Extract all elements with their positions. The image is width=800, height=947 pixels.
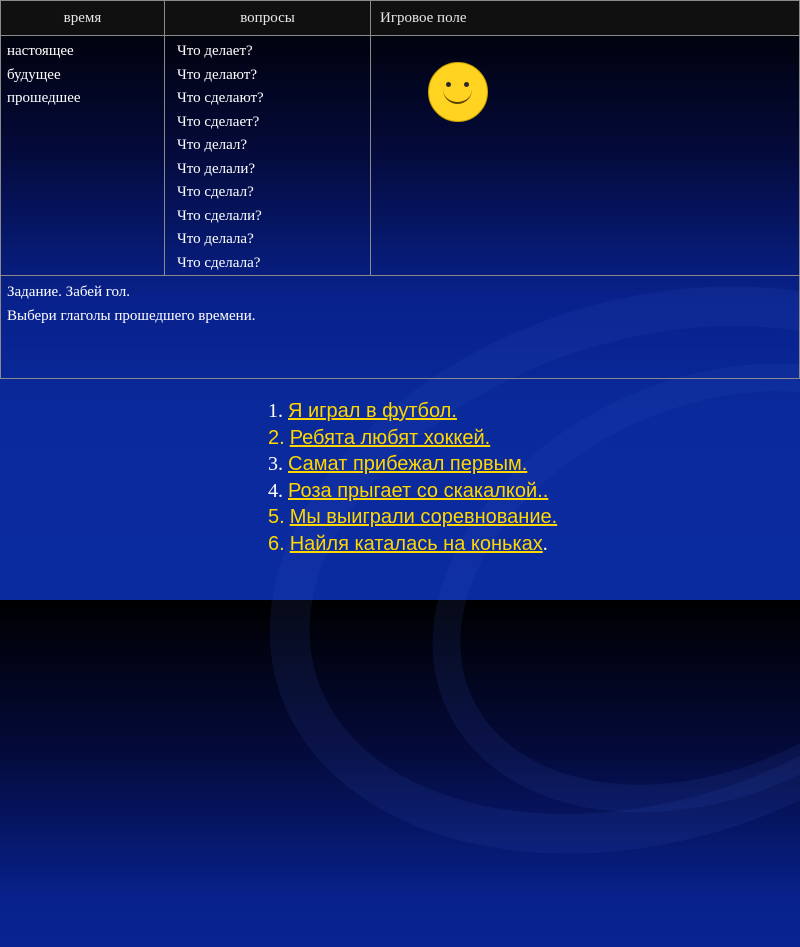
sentence-period: . (542, 532, 548, 555)
question-item: Что сделают? (177, 90, 264, 106)
question-item: Что делала? (177, 231, 254, 247)
tense-cell (1, 36, 165, 276)
task-row (1, 276, 800, 379)
question-item: Что сделала? (177, 254, 261, 271)
tense-item: будущее (7, 66, 61, 83)
sentence-link[interactable]: Ребята любят хоккей. (289, 426, 491, 449)
sentence-link[interactable]: Я играл в футбол. (288, 400, 457, 422)
question-item: Что делают? (177, 66, 258, 83)
smiley-face-icon[interactable] (428, 62, 488, 122)
header-tense: время (1, 1, 165, 36)
sentence-link[interactable]: Мы выиграли соревнование. (289, 506, 558, 528)
question-item: Что сделал? (177, 184, 254, 200)
sentence-number: 2. (268, 426, 285, 449)
question-item: Что делает? (177, 43, 253, 59)
list-item (268, 451, 557, 478)
task-cell (1, 276, 800, 379)
game-table (0, 0, 800, 379)
tense-item: настоящее (7, 43, 74, 59)
questions-cell (165, 36, 371, 276)
sentence-number: 6. (268, 532, 285, 555)
sentence-number: 1. (268, 400, 283, 422)
list-item (268, 478, 557, 505)
sentence-list (268, 398, 557, 557)
list-item (268, 504, 557, 531)
header-questions: вопросы (165, 1, 371, 36)
table-row (1, 36, 800, 276)
game-field-cell (371, 36, 800, 276)
question-item: Что делал? (177, 137, 248, 153)
list-item (268, 531, 557, 558)
sentence-number: 3. (268, 453, 283, 475)
header-game-field: Игровое поле (371, 1, 800, 36)
task-instruction: Выбери глаголы прошедшего времени. (7, 307, 256, 324)
task-title: Задание. Забей гол. (7, 284, 131, 300)
question-item: Что сделали? (177, 207, 262, 224)
tense-item: прошедшее (7, 90, 81, 106)
list-item (268, 398, 557, 425)
question-item: Что сделает? (177, 113, 260, 130)
smiley-mouth (443, 85, 472, 104)
sentence-link[interactable]: Найля каталась на коньках (289, 532, 543, 555)
question-item: Что делали? (177, 160, 256, 177)
sentence-number: 4. (268, 479, 283, 502)
sentence-link[interactable]: Роза прыгает со скакалкой.. (288, 479, 549, 502)
sentence-number: 5. (268, 506, 285, 528)
list-item (268, 425, 557, 452)
table-header-row (1, 1, 800, 36)
sentence-link[interactable]: Самат прибежал первым. (288, 453, 528, 475)
